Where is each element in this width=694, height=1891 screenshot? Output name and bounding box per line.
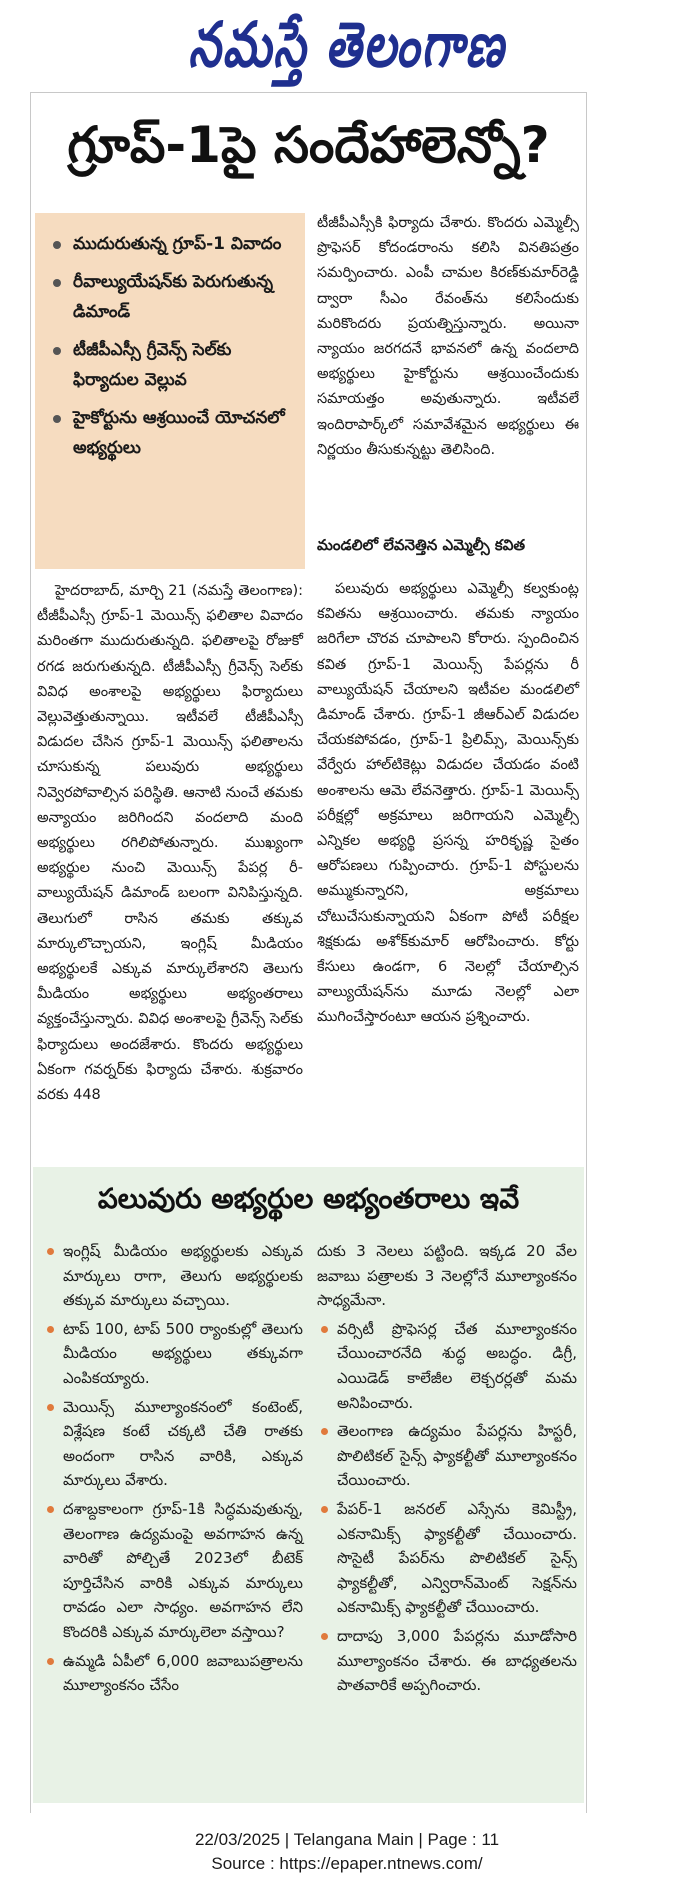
objections-box bbox=[33, 1167, 584, 1803]
footer bbox=[0, 1828, 694, 1876]
highlight-item: టీజీపీఎస్సీ గ్రీవెన్స్‌ సెల్‌కు ఫిర్యాదుల వెల్లువ bbox=[47, 335, 291, 395]
highlight-item: ముదురుతున్న గ్రూప్‌-1 వివాదం bbox=[47, 229, 291, 259]
highlight-item: రీవాల్యుయేషన్‌కు పెరుగుతున్న డిమాండ్‌ bbox=[47, 267, 291, 327]
highlight-item: హైకోర్టును ఆశ్రయించే యోచనలో అభ్యర్థులు bbox=[47, 403, 291, 463]
box-list-item: టాప్‌ 100, టాప్‌ 500 ర్యాంకుల్లో తెలుగు మీడియం అభ్యర్థులు తక్కువగా ఎంపికయ్యారు. bbox=[43, 1317, 303, 1391]
right-column-text-2: పలువురు అభ్యర్థులు ఎమ్మెల్సీ కల్వకుంట్ల కవితను ఆశ్రయించారు. తమకు న్యాయం జరిగేలా చొరవ చూపాలని కోరారు. స్పందించిన కవిత గ్రూప్‌-1 మెయిన్స్‌ పేపర్లను రీ వాల్యుయేషన్‌ చేయాలని ఇటీవల మండలిలో డిమాండ్‌ చేశారు. గ్రూప్‌-1 జీఆర్‌ఎల్‌ విడుదల చేయకపోవడం, గ్రూప్‌-1 ప్రిలిమ్స్‌, మెయిన్స్‌కు వేర్వేరు హాల్‌టికెట్లు విడుదల చేయడం వంటి అంశాలను ఆమె లేవనెత్తారు. గ్రూప్‌-1 మెయిన్స్‌ పరీక్షల్లో అక్రమాలు జరిగాయని ఎమ్మెల్సీ ఎన్నికల అభ్యర్థి ప్రసన్న హరికృష్ణ సైతం ఆరోపణలు గుప్పించారు. గ్రూప్‌-1 పోస్టులను అమ్ముకున్నారని, అక్రమాలు చోటుచేసుకున్నాయని ఏకంగా పోటీ పరీక్షల శిక్షకుడు అశోక్‌కుమార్‌ ఆరోపించారు. కోర్టు కేసులు ఉండగా, 6 నెలల్లో చేయాల్సిన వాల్యుయేషన్‌ను మూడు నెలల్లో ఎలా ముగించేస్తారంటూ ఆయన ప్రశ్నించారు. bbox=[317, 581, 579, 1026]
right-column-top bbox=[317, 211, 579, 463]
box-left-column bbox=[43, 1239, 303, 1702]
masthead bbox=[0, 0, 694, 88]
headline: గ్రూప్‌-1పై సందేహాలెన్నో? bbox=[67, 116, 550, 174]
box-list-item: ఉమ్మడి ఏపీలో 6,000 జవాబుపత్రాలను మూల్యాంకనం చేసేం bbox=[43, 1649, 303, 1698]
box-list-item-continued: దుకు 3 నెలలు పట్టింది. ఇక్కడ 20 వేల జవాబు పత్రాలకు 3 నెలల్లోనే మూల్యాంకనం సాధ్యమేనా. bbox=[317, 1242, 577, 1310]
article bbox=[30, 92, 587, 1813]
box-list-item: దశాబ్దకాలంగా గ్రూప్‌-1కి సిద్ధమవుతున్న, తెలంగాణ ఉద్యమంపై అవగాహన ఉన్న వారితో పోల్చితే 2023లో బీటెక్‌ పూర్తిచేసిన వారికి ఎక్కువ మార్కులు రావడం ఎలా సాధ్యం. అవగాహన లేని కొందరికి ఎక్కువ మార్కులెలా వస్తాయి? bbox=[43, 1497, 303, 1645]
box-list-item: తెలంగాణ ఉద్యమం పేపర్లను హిస్టరీ, పొలిటికల్‌ సైన్స్‌ ఫ్యాకల్టీతో మూల్యాంకనం చేయించారు. bbox=[317, 1419, 577, 1493]
left-column-text: హైదరాబాద్‌, మార్చి 21 (నమస్తే తెలంగాణ): టీజీపీఎస్సీ గ్రూప్‌-1 మెయిన్స్‌ ఫలితాల వివాదం మరింతగా ముదురుతున్నది. ఫలితాలపై రోజుకో రగడ జరుగుతున్నది. టీజీపీఎస్సీ గ్రీవెన్స్‌ సెల్‌కు వివిధ అంశాలపై అభ్యర్థులు ఫిర్యాదులు వెల్లువెత్తుతున్నాయి. ఇటీవలే టీజీపీఎస్సీ విడుదల చేసిన గ్రూప్‌-1 మెయిన్స్‌ ఫలితాలను చూసుకున్న పలువురు అభ్యర్థులు నివ్వెరపోవాల్సిన పరిస్థితి. ఆనాటి నుంచే తమకు అన్యాయం జరిగిందని వందలాది మంది అభ్యర్థులు రగిలిపోతున్నారు. ముఖ్యంగా అభ్యర్థుల నుంచి మెయిన్స్‌ పేపర్ల రీ-వాల్యుయేషన్‌ డిమాండ్‌ బలంగా వినిపిస్తున్నది. తెలుగులో రాసిన తమకు తక్కువ మార్కులొచ్చాయని, ఇంగ్లిష్‌ మీడియం అభ్యర్థులకే ఎక్కువ మార్కులేశారని తెలుగు మీడియం అభ్యర్థులు అభ్యంతరాలు వ్యక్తంచేస్తున్నారు. వివిధ అంశాలపై గ్రీవెన్స్‌ సెల్‌కు ఫిర్యాదులు అందజేశారు. కొందరు అభ్యర్థులు ఏకంగా గవర్నర్‌కు ఫిర్యాదు చేశారు. శుక్రవారం వరకు 448 bbox=[37, 583, 303, 1104]
subheading: మండలిలో లేవనెత్తిన ఎమ్మెల్సీ కవిత bbox=[317, 536, 526, 554]
footer-source-line: Source : https://epaper.ntnews.com/ bbox=[211, 1854, 483, 1873]
box-list-item: పేపర్‌-1 జనరల్‌ ఎస్సేను కెమిస్ట్రీ, ఎకనామిక్స్‌ ఫ్యాకల్టీతో చేయించారు. సొసైటీ పేపర్‌ను పొలిటికల్‌ సైన్స్‌ ఫ్యాకల్టీతో, ఎన్విరాన్‌మెంట్‌ సెక్షన్‌ను ఎకనామిక్స్‌ ఫ్యాకల్టీతో చేయించారు. bbox=[317, 1497, 577, 1620]
box-list-item: వర్సిటీ ప్రొఫెసర్ల చేత మూల్యాంకనం చేయించారనేది శుద్ధ అబద్ధం. డిగ్రీ, ఎయిడెడ్‌ కాలేజీల లెక్చరర్లతో మమ అనిపించారు. bbox=[317, 1317, 577, 1415]
right-column-bottom bbox=[317, 577, 579, 1031]
box-list-item: దాదాపు 3,000 పేపర్లను మూడోసారి మూల్యాంకనం చేశారు. ఈ బాధ్యతలను పాతవారికే అప్పగించారు. bbox=[317, 1624, 577, 1698]
box-title: పలువురు అభ్యర్థుల అభ్యంతరాలు ఇవే bbox=[97, 1182, 520, 1215]
box-list-item: మెయిన్స్‌ మూల్యాంకనంలో కంటెంట్‌, విశ్లేషణ కంటే చక్కటి చేతి రాతకు అందంగా రాసిన వారికి, ఎక్కువ మార్కులు వేశారు. bbox=[43, 1395, 303, 1493]
highlights-box bbox=[35, 213, 305, 569]
left-column bbox=[37, 579, 303, 1108]
box-right-column bbox=[317, 1239, 577, 1702]
footer-date-line: 22/03/2025 | Telangana Main | Page : 11 bbox=[194, 1830, 500, 1849]
right-column-text-1: టీజీపీఎస్సీకి ఫిర్యాదు చేశారు. కొందరు ఎమ్మెల్సీ ప్రొఫెసర్‌ కోదండరాంను కలిసి వినతిపత్రం సమర్పించారు. ఎంపీ చామల కిరణ్‌కుమార్‌రెడ్డి ద్వారా సీఎం రేవంత్‌ను కలిసేందుకు మరికొందరు ప్రయత్నిస్తున్నారు. అయినా న్యాయం జరగదనే భావనలో ఉన్న వందలాది అభ్యర్థులు హైకోర్టును ఆశ్రయించేందుకు సమాయత్తం అవుతున్నారు. ఇటీవలే ఇందిరాపార్క్‌లో సమావేశమైన అభ్యర్థులు ఈ నిర్ణయం తీసుకున్నట్టు తెలిసింది. bbox=[317, 215, 579, 458]
newspaper-logo: నమస్తే తెలంగాణ bbox=[188, 8, 506, 81]
box-list-item: ఇంగ్లిష్‌ మీడియం అభ్యర్థులకు ఎక్కువ మార్కులు రాగా, తెలుగు అభ్యర్థులకు తక్కువ మార్కులు వచ్చాయి. bbox=[43, 1239, 303, 1313]
